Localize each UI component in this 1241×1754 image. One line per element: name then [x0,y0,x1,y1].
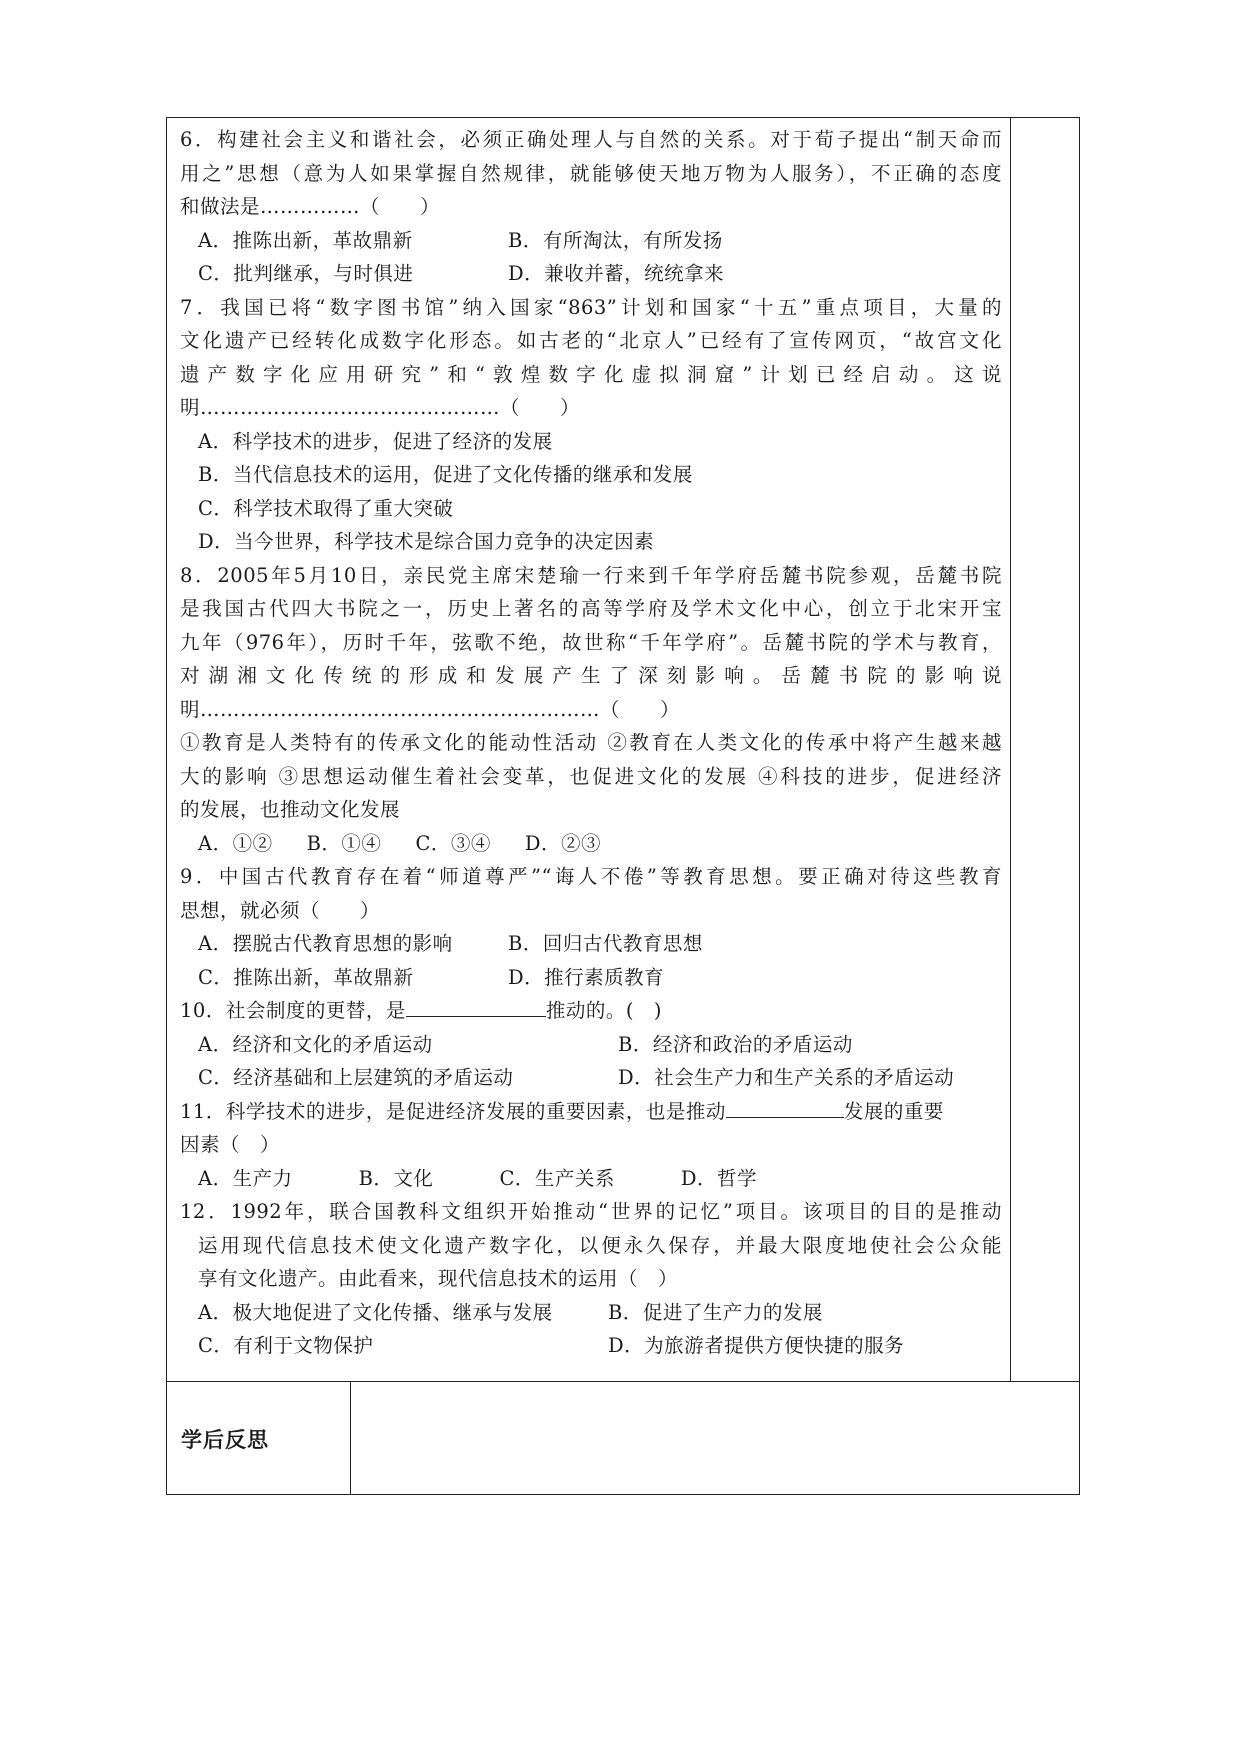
q8-stem-line3: 九年（976年），历时千年，弦歌不绝，故世称“千年学府”。岳麓书院的学术与教育， [180,630,1002,654]
q7-stem-line1: 7．我国已将“数字图书馆”纳入国家“863”计划和国家“十五”重点项目，大量的 [180,295,1002,319]
q9-options-row2 [180,961,1002,995]
q8-stem-line4: 对湖湘文化传统的形成和发展产生了深刻影响。岳麓书院的影响说 [180,664,1002,687]
q12-option-c: C．有利于文物保护 [198,1334,374,1357]
q6-stem-line2: 用之”思想（意为人如果掌握自然规律，就能够使天地万物为人服务），不正确的态度 [180,161,1002,185]
q7-option-c: C．科学技术取得了重大突破 [198,496,454,520]
q8-options [180,827,1002,861]
q8-statements-line2: 大的影响 ③思想运动催生着社会变革，也促进文化的发展 ④科技的进步，促进经济 [180,764,1002,788]
q8-stem-line2: 是我国古代四大书院之一，历史上著名的高等学府及学术文化中心，创立于北宋开宝 [180,597,1002,620]
q6-options-row2 [180,257,1002,291]
q8-statements-line3: 的发展，也推动文化发展 [180,798,401,821]
q11-stem-before: 11．科学技术的进步，是促进经济发展的重要因素，也是推动 [180,1099,726,1123]
row-divider [166,1381,1080,1382]
q7-option-a: A．科学技术的进步，促进了经济的发展 [198,429,553,453]
q8-option-a: A．①② [198,831,273,855]
q10-stem [180,994,1002,1028]
q12-option-d: D．为旅游者提供方便快捷的服务 [608,1334,905,1357]
q9-option-d: D．推行素质教育 [508,965,665,989]
q9-option-c: C．推陈出新，革故鼎新 [198,965,414,989]
q8-statements-line1: ①教育是人类特有的传承文化的能动性活动 ②教育在人类文化的传承中将产生越来越 [180,731,1002,754]
q9-option-b: B．回归古代教育思想 [508,932,703,955]
q10-stem-before: 10．社会制度的更替，是 [180,999,406,1022]
q10-stem-after: 推动的。( ) [545,999,663,1022]
q11-stem-line2: 因素（ ） [180,1133,281,1156]
q10-option-a: A．经济和文化的矛盾运动 [198,1032,433,1056]
reflection-label: 学后反思 [181,1428,269,1452]
q12-option-b: B．促进了生产力的发展 [608,1300,823,1324]
q8-stem-line5: 明……………………………………………………（ ） [180,697,681,721]
q6-option-a: A．推陈出新，革故鼎新 [198,228,413,252]
q9-option-a: A．摆脱古代教育思想的影响 [198,932,453,955]
reflection-cell-divider [350,1381,351,1495]
q6-option-c: C．批判继承，与时俱进 [198,262,414,285]
q6-stem-line3: 和做法是……………（ ） [180,195,441,218]
q11-options [180,1162,1002,1196]
q12-option-a: A．极大地促进了文化传播、继承与发展 [198,1300,553,1324]
q10-option-c: C．经济基础和上层建筑的矛盾运动 [198,1066,514,1089]
q8-option-c: C．③④ [415,831,491,855]
right-column-divider [1010,117,1011,1381]
q11-stem-after: 发展的重要 [843,1099,944,1123]
q7-option-d: D．当今世界，科学技术是综合国力竞争的决定因素 [198,530,655,553]
q12-stem-line3: 享有文化遗产。由此看来，现代信息技术的运用（ ） [198,1267,679,1290]
q10-option-d: D．社会生产力和生产关系的矛盾运动 [618,1066,955,1089]
q7-option-b: B．当代信息技术的运用，促进了文化传播的继承和发展 [198,463,693,486]
q11-option-a: A．生产力 [198,1166,293,1190]
q12-options-row1 [180,1296,1002,1330]
q9-stem-line2: 思想，就必须（ ） [180,898,381,922]
q8-option-b: B．①④ [306,831,382,855]
q6-option-b: B．有所淘汰，有所发扬 [508,228,723,252]
q10-options-row1 [180,1028,1002,1062]
q6-option-d: D．兼收并蓄，统统拿来 [508,262,725,285]
q6-options-row1 [180,224,1002,258]
q10-options-row2 [180,1061,1002,1095]
q11-option-d: D．哲学 [680,1166,757,1190]
question-content [180,123,1002,1363]
q11-option-b: B．文化 [358,1166,434,1190]
q11-option-c: C．生产关系 [499,1166,615,1190]
q7-stem-line2: 文化遗产已经转化成数字化形态。如古老的“北京人”已经有了宣传网页，“故宫文化 [180,329,1002,352]
q9-options-row1 [180,927,1002,961]
q7-stem-line4: 明………………………………………（ ） [180,396,581,419]
q12-options-row2 [180,1329,1002,1363]
q12-stem-line1: 12．1992年，联合国教科文组织开始推动“世界的记忆”项目。该项目的目的是推动 [180,1200,1002,1223]
q11-answer-blank [726,1095,844,1118]
q8-option-d: D．②③ [524,831,601,855]
q9-stem-line1: 9．中国古代教育存在着“师道尊严”“诲人不倦”等教育思想。要正确对待这些教育 [180,865,1002,888]
q7-stem-line3: 遗产数字化应用研究”和“敦煌数字化虚拟洞窟”计划已经启动。这说 [180,362,1002,386]
q11-stem-line1 [180,1095,1002,1129]
q8-stem-line1: 8．2005年5月10日，亲民党主席宋楚瑜一行来到千年学府岳麓书院参观，岳麓书院 [180,563,1002,587]
q10-answer-blank [406,994,546,1017]
q10-option-b: B．经济和政治的矛盾运动 [618,1032,853,1056]
q12-stem-line2: 运用现代信息技术使文化遗产数字化，以便永久保存，并最大限度地使社会公众能 [198,1233,1002,1257]
q6-stem-line1: 6．构建社会主义和谐社会，必须正确处理人与自然的关系。对于荀子提出“制天命而 [180,128,1002,151]
